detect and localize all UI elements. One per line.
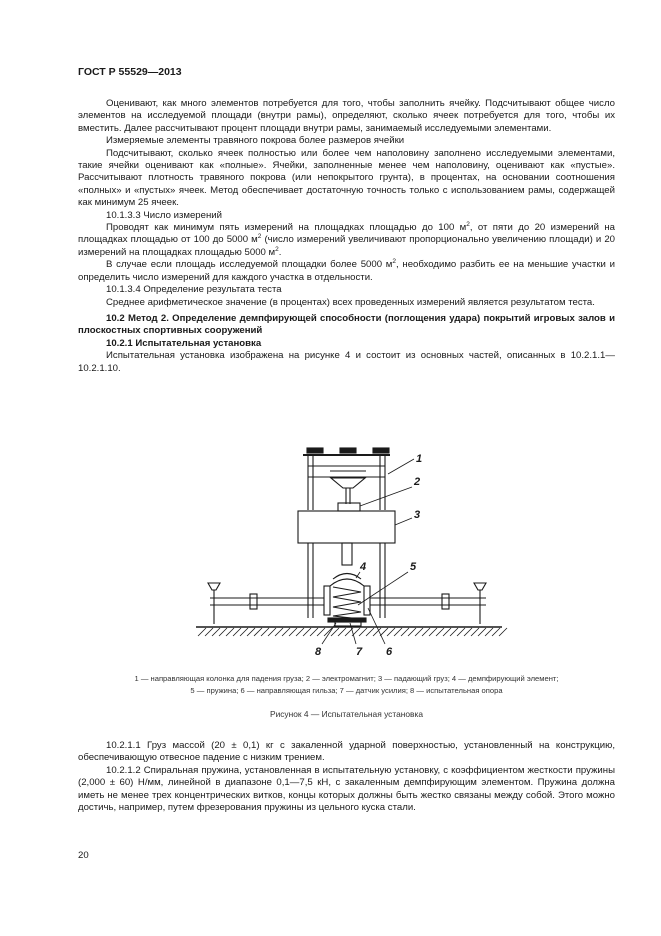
body-text-bottom [78,740,615,814]
hatch-line [205,628,213,636]
hatch-line [359,628,367,636]
callout-1: 1 [416,453,423,465]
paragraph-count-elements: Оценивают, как много элементов потребуется для того, чтобы заполнить ячейку. Подсчитывают общее число элементов на исследуемой площади (внутри рамы), определяют, сколько ячеек потребуется для того, чтобы их вместить. Далее рассчитывают процент площади внутри рамы, занимаемый исследуемыми элементами. [78,98,615,134]
section-heading-test-setup: 10.2.1 Испытательная установка [106,337,262,349]
callout-5: 5 [410,561,417,573]
hatch-line [226,628,234,636]
paragraph-number-of-measurements: Проводят как минимум пять измерений на площадках площадью до 100 $м^2$, от пяти до 20 измерений на площадках площадью от 100 до 5000 $м^2$ (число измерений увеличивают пропорционально увеличению площади) и 20 измерений на площадках площадью 5000 $м^2$. [78,221,615,258]
hatch-line [464,628,472,636]
hatch-line [219,628,227,636]
hatch-line [317,628,325,636]
paragraph-result: Среднее арифметическое значение (в процентах) всех проведенных измерений является результатом теста. [106,296,595,308]
hatch-line [422,628,430,636]
hatch-line [261,628,269,636]
top-bolt-left [307,448,323,453]
hatch-line [408,628,416,636]
hatch-line [233,628,241,636]
figure-legend-line-1: 1 — направляющая колонка для падения груза; 2 — электромагнит; 3 — падающий груз; 4 — демпфирующий элемент; [134,674,559,683]
guide-sleeve-left [324,586,330,615]
test-support [335,622,361,626]
hatch-line [275,628,283,636]
hatch-line [499,628,507,636]
hatch-line [338,628,346,636]
hatch-line [415,628,423,636]
paragraph-large-area: В случае если площадь исследуемой площадки более 5000 $м^2$, необходимо разбить ее на меньшие участки и определить число измерений для каждого участка в отдельности. [78,258,615,283]
paragraph-test-setup: Испытательная установка изображена на рисунке 4 и состоит из основных частей, описанных в 10.2.1.1—10.2.1.10. [78,350,615,374]
hatch-line [429,628,437,636]
document-header: ГОСТ Р 55529—2013 [78,66,182,78]
force-sensor [328,618,366,622]
section-heading-result: 10.1.3.4 Определение результата теста [106,284,282,296]
hatch-line [436,628,444,636]
hatch-line [254,628,262,636]
hatch-line [471,628,479,636]
hatch-line [450,628,458,636]
test-setup-figure [190,440,510,665]
hatch-line [485,628,493,636]
paragraph-10-2-1-1: 10.2.1.1 Груз массой (20 ± 0,1) кг с закаленной ударной поверхностью, установленный на конструкцию, обеспечивающую отвесное падение с низким трением. [78,740,615,764]
section-heading-number-of-measurements: 10.1.3.3 Число измерений [106,209,222,221]
callout-7: 7 [356,646,363,658]
hatch-line [394,628,402,636]
hatch-line [282,628,290,636]
body-text-top [78,98,615,375]
hatch-line [296,628,304,636]
hatch-line [443,628,451,636]
hatch-line [380,628,388,636]
top-bolt-center [340,448,356,453]
paragraph-subheading-large-elements: Измеряемые элементы травяного покрова более размеров ячейки [106,135,405,147]
hatch-line [310,628,318,636]
spring [333,587,361,619]
hatch-line [492,628,500,636]
hatch-line [366,628,374,636]
electromagnet [338,503,360,511]
hatch-line [247,628,255,636]
figure-legend-line-2: 5 — пружина; 6 — направляющая гильза; 7 — датчик усилия; 8 — испытательная опора [190,686,503,695]
hatch-line [240,628,248,636]
hatch-line [268,628,276,636]
paragraph-count-cells: Подсчитывают, сколько ячеек полностью или более чем наполовину заполнено исследуемыми элементами, такие ячейки оценивают как «полные». Ячейки, заполненные менее чем наполовину, оценивают как «пустые». Рассчитывают плотность травяного покрова (или непокрытого грунта), в процентах, на основании соотношения «полных» и «пустых» ячеек. Метод обеспечивает достаточную точность только с использованием рамы, содержащей как минимум 25 ячеек. [78,147,615,209]
hatch-line [212,628,220,636]
figure-title: Рисунок 4 — Испытательная установка [269,709,423,719]
hatch-line [289,628,297,636]
callout-8: 8 [315,646,322,658]
page-number: 20 [78,850,89,861]
callout-2: 2 [414,476,421,488]
callout-3: 3 [414,509,421,521]
hatch-line [387,628,395,636]
hatch-line [457,628,465,636]
callout-6: 6 [386,646,393,658]
top-bolt-right [373,448,389,453]
callout-4: 4 [360,561,367,573]
hatch-line [401,628,409,636]
hatch-line [478,628,486,636]
hatch-line [303,628,311,636]
falling-weight [298,511,395,543]
hatch-line [373,628,381,636]
hatch-line [198,628,206,636]
paragraph-10-2-1-2: 10.2.1.2 Спиральная пружина, установленная в испытательную установку, с коэффициентом жесткости пружины (2,000 ± 60) Н/мм, линейной в диапазоне 0,1—7,5 кН, с закаленным демпфирующим элементом. Пружина должна иметь не менее трех концентрических витков, концы которых должны быть жестко связаны между собой. Этого можно достичь, например, путем фрезерования пружины из цельного куска стали. [78,764,615,814]
section-heading-method-2: 10.2 Метод 2. Определение демпфирующей способности (поглощения удара) покрытий игровых залов и плоскостных спортивных сооружений [78,312,615,337]
